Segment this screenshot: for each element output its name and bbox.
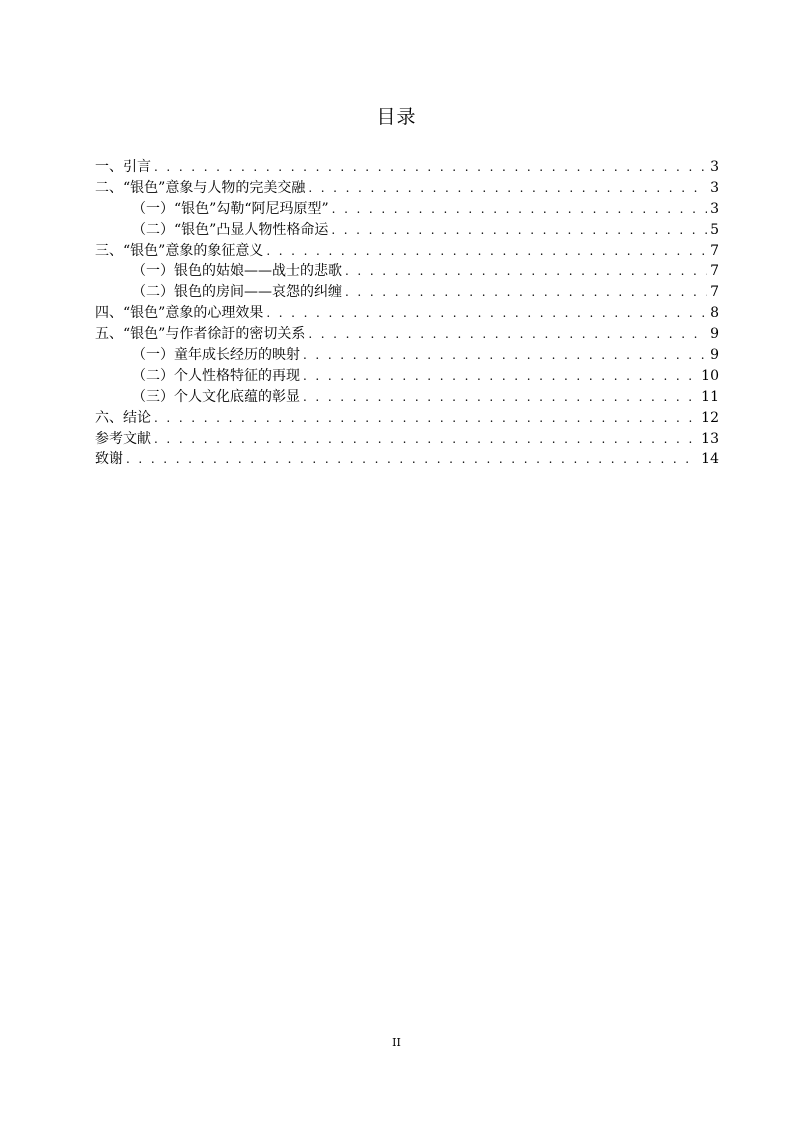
toc-dot-leader xyxy=(266,241,707,262)
toc-entry-page: 12 xyxy=(701,409,719,426)
toc-entry-title: （三）个人文化底蕴的彰显 xyxy=(132,388,300,405)
toc-dot-leader xyxy=(303,366,698,387)
toc-entry-page: 14 xyxy=(701,451,719,468)
toc-entry-title: （一）童年成长经历的映射 xyxy=(132,347,300,363)
toc-dot-leader xyxy=(303,345,707,366)
toc-dot-leader xyxy=(154,408,698,429)
toc-entry-page: 11 xyxy=(701,388,719,405)
footer-page-number: II xyxy=(392,1036,401,1049)
toc-dot-leader xyxy=(308,324,707,345)
toc-entry-page: 13 xyxy=(701,430,719,447)
toc-dot-leader xyxy=(266,303,707,324)
toc-entry-page: 7 xyxy=(710,284,719,301)
toc-entry-title: 三、“银色”意象的象征意义 xyxy=(95,242,264,259)
toc-entry-title: （二）银色的房间——哀怨的纠缠 xyxy=(132,284,342,301)
toc-entry-title: 五、“银色”与作者徐訏的密切关系 xyxy=(95,326,306,343)
toc-entry-title: 四、“银色”意象的心理效果 xyxy=(95,305,264,322)
toc-entry[interactable] xyxy=(95,387,719,408)
toc-dot-leader xyxy=(345,261,707,282)
toc-entry-title: 致谢 xyxy=(95,451,123,468)
toc-entry[interactable] xyxy=(95,408,719,429)
toc-dot-leader xyxy=(303,387,698,408)
toc-dot-leader xyxy=(345,282,707,303)
toc-entry-page: 7 xyxy=(710,242,719,259)
toc-entry-page: 9 xyxy=(710,326,719,343)
toc-entry-title: 二、“银色”意象与人物的完美交融 xyxy=(95,179,306,196)
toc-entry-page: 5 xyxy=(710,221,719,238)
page-title: 目录 xyxy=(376,106,417,128)
toc-entry-page: 3 xyxy=(710,158,719,175)
toc-entry[interactable] xyxy=(95,199,719,220)
toc-dot-leader xyxy=(154,157,707,178)
toc-dot-leader xyxy=(331,220,707,241)
toc-dot-leader xyxy=(154,429,698,450)
toc-entry[interactable] xyxy=(95,366,719,387)
toc-entry-title: （一）银色的姑娘——战士的悲歌 xyxy=(132,263,342,280)
toc-entry[interactable] xyxy=(95,178,719,199)
toc-entry[interactable] xyxy=(95,345,719,366)
table-of-contents xyxy=(95,157,719,470)
toc-entry[interactable] xyxy=(95,429,719,450)
toc-entry-page: 7 xyxy=(710,263,719,280)
toc-dot-leader xyxy=(308,178,707,199)
toc-entry[interactable] xyxy=(95,449,719,470)
toc-dot-leader xyxy=(126,449,698,470)
toc-entry-page: 8 xyxy=(710,305,719,322)
toc-entry-title: （二）个人性格特征的再现 xyxy=(132,367,300,384)
toc-entry-title: 一、引言 xyxy=(95,158,151,175)
toc-entry[interactable] xyxy=(95,157,719,178)
toc-entry-page: 3 xyxy=(710,200,719,217)
toc-entry-page: 3 xyxy=(710,179,719,196)
toc-entry-title: （二）“银色”凸显人物性格命运 xyxy=(132,221,329,238)
toc-dot-leader xyxy=(332,199,707,220)
toc-entry[interactable] xyxy=(95,324,719,345)
toc-entry[interactable] xyxy=(95,241,719,262)
toc-entry-page: 9 xyxy=(710,347,719,363)
toc-entry[interactable] xyxy=(95,220,719,241)
toc-entry-title: 六、结论 xyxy=(95,409,151,426)
toc-entry-title: （一）“银色”勾勒“阿尼玛原型” xyxy=(132,200,329,217)
toc-entry[interactable] xyxy=(95,303,719,324)
toc-entry[interactable] xyxy=(95,261,719,282)
toc-entry-title: 参考文献 xyxy=(95,430,151,447)
toc-entry[interactable] xyxy=(95,282,719,303)
toc-entry-page: 10 xyxy=(701,367,719,384)
